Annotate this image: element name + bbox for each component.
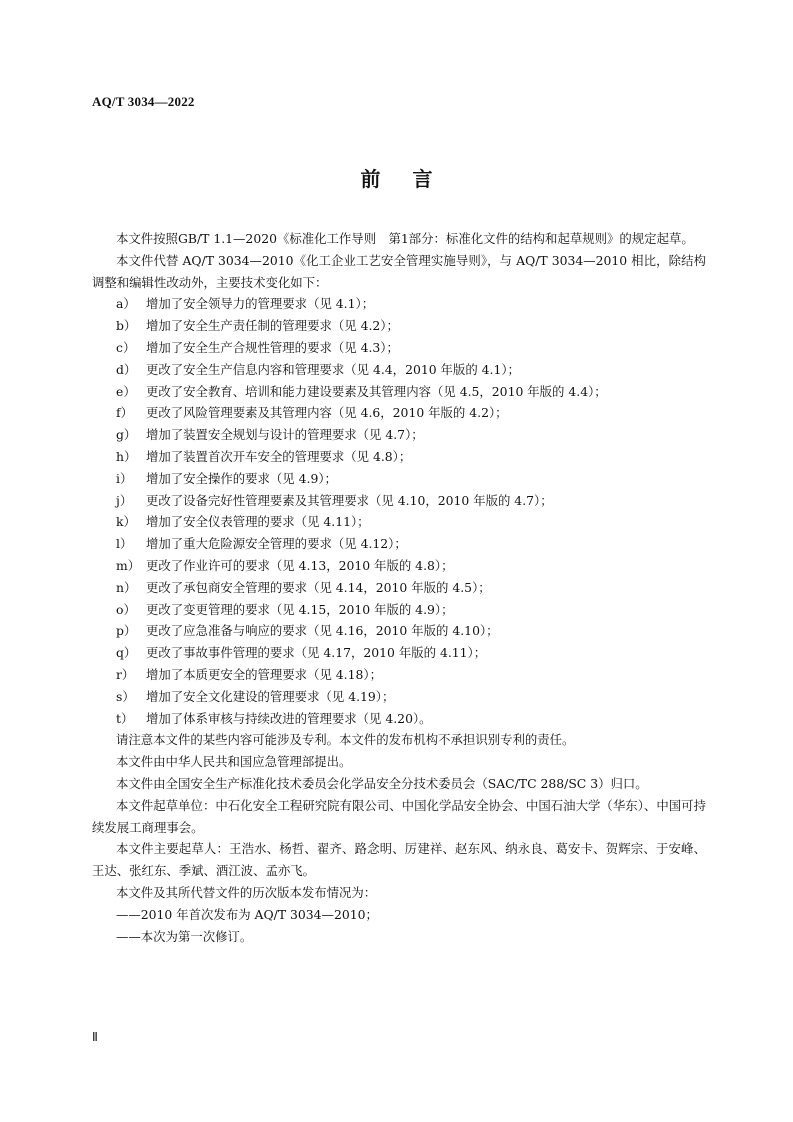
list-item [92, 533, 706, 555]
list-item [92, 511, 706, 533]
list-item-text: 增加了安全操作的要求（见 4.9）； [146, 470, 337, 486]
list-item-label: f） [116, 405, 133, 421]
list-item-text: 增加了安全仪表管理的要求（见 4.11）； [146, 514, 370, 530]
list-item [92, 468, 706, 490]
list-item [92, 293, 706, 315]
list-item-text: 增加了安全文化建设的管理要求（见 4.19）； [146, 688, 395, 704]
list-item-label: h） [116, 448, 137, 464]
page-title [0, 163, 793, 192]
list-item-label: d） [116, 361, 137, 377]
list-item-text: 更改了安全教育、培训和能力建设要素及其管理内容（见 4.5，2010 年版的 4.4）； [146, 383, 607, 399]
list-item-text: 更改了变更管理的要求（见 4.15，2010 年版的 4.9）； [146, 601, 454, 617]
list-item-text: 增加了安全生产合规性管理的要求（见 4.3）； [146, 339, 399, 355]
changes-list [92, 293, 706, 729]
foreword-body [92, 228, 706, 947]
committee-statement: 本文件由全国安全生产标准化技术委员会化学品安全分技术委员会（SAC/TC 288/SC 3）归口。 [116, 775, 648, 791]
list-item-text: 增加了体系审核与持续改进的管理要求（见 4.20）。 [146, 710, 432, 726]
list-item [92, 555, 706, 577]
list-item-label: k） [116, 514, 136, 530]
title-char-right: 言 [412, 167, 433, 191]
list-item [92, 642, 706, 664]
list-item [92, 402, 706, 424]
list-item-text: 更改了风险管理要素及其管理内容（见 4.6，2010 年版的 4.2）； [146, 405, 508, 421]
version-history-item: ——2010 年首次发布为 AQ/T 3034—2010； [116, 906, 378, 922]
list-item [92, 620, 706, 642]
list-item [92, 686, 706, 708]
list-item [92, 446, 706, 468]
list-item-text: 增加了本质更安全的管理要求（见 4.18）； [146, 666, 382, 682]
patent-notice: 请注意本文件的某些内容可能涉及专利。本文件的发布机构不承担识别专利的责任。 [116, 732, 575, 748]
list-item-label: i） [116, 470, 133, 486]
list-item-label: p） [116, 623, 137, 639]
list-item-text: 更改了安全生产信息内容和管理要求（见 4.4，2010 年版的 4.1）； [146, 361, 520, 377]
list-item-label: s） [116, 688, 135, 704]
list-item-label: o） [116, 601, 136, 617]
list-item [92, 490, 706, 512]
list-item-text: 更改了事故事件管理的要求（见 4.17，2010 年版的 4.11）； [146, 645, 487, 661]
list-item-label: r） [116, 666, 135, 682]
list-item-label: g） [116, 427, 137, 443]
list-item [92, 315, 706, 337]
list-item-text: 更改了作业许可的要求（见 4.13，2010 年版的 4.8）； [146, 557, 454, 573]
page-number: Ⅱ [92, 1030, 98, 1044]
standard-code-header: AQ/T 3034—2022 [92, 94, 195, 109]
list-item-text: 更改了承包商安全管理的要求（见 4.14，2010 年版的 4.5）； [146, 579, 491, 595]
list-item-label: m） [116, 557, 141, 573]
drafters: 本文件主要起草人：王浩水、杨哲、翟齐、路念明、厉建祥、赵东风、纳永良、葛安卡、贺辉宗、于安峰、王达、张红东、季斌、酒江波、孟亦飞。 [92, 841, 706, 879]
list-item [92, 599, 706, 621]
list-item-label: t） [116, 710, 134, 726]
list-item-label: l） [116, 536, 133, 552]
list-item-label: e） [116, 383, 136, 399]
list-item-text: 增加了装置首次开车安全的管理要求（见 4.8）； [146, 448, 412, 464]
list-item [92, 577, 706, 599]
list-item [92, 424, 706, 446]
list-item [92, 337, 706, 359]
list-item-label: j） [116, 492, 133, 508]
list-item [92, 359, 706, 381]
list-item-label: c） [116, 339, 136, 355]
list-item [92, 664, 706, 686]
list-item-text: 更改了应急准备与响应的要求（见 4.16，2010 年版的 4.10）； [146, 623, 499, 639]
list-item-text: 增加了安全领导力的管理要求（见 4.1）； [146, 296, 375, 312]
list-item [92, 381, 706, 403]
intro-paragraph: 本文件按照GB/T 1.1—2020《标准化工作导则 第1部分：标准化文件的结构和起草规则》的规定起草。 [116, 231, 694, 246]
list-item-text: 更改了设备完好性管理要素及其管理要求（见 4.10，2010 年版的 4.7）； [146, 492, 553, 508]
list-item-label: a） [116, 296, 136, 312]
drafting-units: 本文件起草单位：中石化安全工程研究院有限公司、中国化学品安全协会、中国石油大学（华东）、中国可持续发展工商理事会。 [92, 797, 706, 835]
list-item-text: 增加了重大危险源安全管理的要求（见 4.12）； [146, 536, 407, 552]
intro-paragraph: 本文件代替 AQ/T 3034—2010《化工企业工艺安全管理实施导则》，与 AQ/T 3034—2010 相比，除结构调整和编辑性改动外，主要技术变化如下： [92, 252, 706, 290]
list-item-label: b） [116, 318, 137, 334]
list-item-text: 增加了安全生产责任制的管理要求（见 4.2）； [146, 318, 399, 334]
list-item-label: q） [116, 645, 137, 661]
title-char-left: 前 [360, 167, 381, 191]
proposer-statement: 本文件由中华人民共和国应急管理部提出。 [116, 754, 352, 770]
list-item [92, 708, 706, 730]
version-history-intro: 本文件及其所代替文件的历次版本发布情况为： [116, 884, 377, 900]
list-item-label: n） [116, 579, 137, 595]
list-item-text: 增加了装置安全规划与设计的管理要求（见 4.7）； [146, 427, 424, 443]
version-history-item: ——本次为第一次修订。 [116, 928, 253, 944]
